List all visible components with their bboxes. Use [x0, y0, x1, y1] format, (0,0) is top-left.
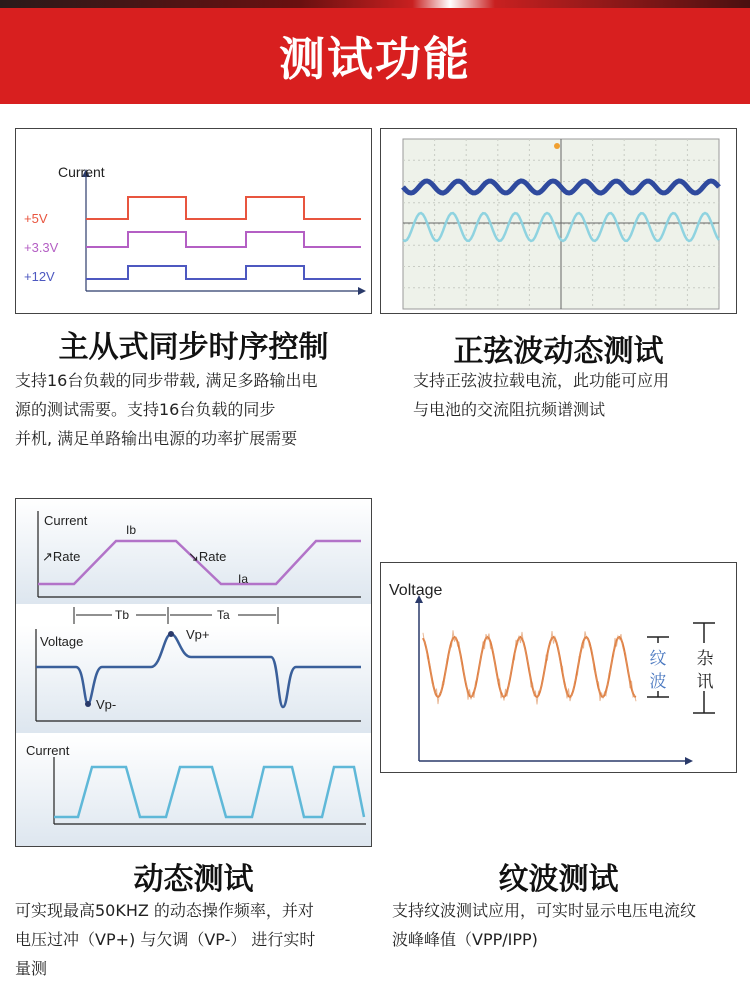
sync-desc-line: 并机, 满足单路输出电源的功率扩展需要	[15, 429, 298, 448]
rail-12v-label: +12V	[24, 269, 55, 284]
ripple-label-1: 纹	[649, 649, 667, 668]
trigger-marker-icon	[554, 143, 560, 149]
ripple-x-arrow	[685, 757, 693, 765]
sine-title: 正弦波动态测试	[453, 334, 664, 369]
header-banner	[0, 8, 750, 104]
dynamic-desc-line: 电压过冲（VP+) 与欠调（VP-） 进行实时	[15, 930, 316, 949]
top-decor-strip	[0, 0, 750, 8]
voltage-label: Voltage	[40, 634, 84, 649]
page-title: 测试功能	[279, 32, 471, 86]
noise-label-1: 杂	[696, 649, 714, 668]
dynamic-title: 动态测试	[133, 862, 254, 897]
vp-plus-label: Vp+	[186, 627, 210, 642]
ripple-label-2: 波	[649, 672, 667, 691]
rail-5v-wave	[86, 197, 361, 219]
ripple-noise-wave	[423, 630, 636, 704]
vp-minus-point	[85, 701, 91, 707]
vp-minus-label: Vp-	[96, 697, 117, 712]
rail-3v3-wave	[86, 232, 361, 247]
sync-desc-line: 源的测试需要。支持16台负载的同步	[15, 400, 276, 419]
ripple-description	[392, 896, 696, 954]
sync-title: 主从式同步时序控制	[58, 330, 329, 365]
dynamic-desc-line: 可实现最高50KHZ 的动态操作频率，并对	[15, 901, 314, 920]
dynamic-desc-line: 量测	[15, 959, 48, 978]
current2-section-bg	[16, 735, 372, 847]
ib-label: Ib	[126, 523, 137, 537]
dynamic-description	[15, 896, 315, 983]
current-bottom-label: Current	[26, 743, 70, 758]
ta-label: Ta	[217, 608, 230, 622]
sync-description	[15, 366, 318, 453]
ripple-test-diagram	[380, 562, 737, 773]
ripple-desc-line: 支持纹波测试应用，可实时显示电压电流纹	[392, 901, 697, 920]
sine-scope-panel	[380, 128, 737, 314]
tb-label: Tb	[115, 608, 130, 622]
ia-label: Ia	[238, 572, 249, 586]
sine-desc-line: 支持正弦波拉载电流，此功能可应用	[413, 371, 670, 390]
rail-3v3-label: +3.3V	[24, 240, 59, 255]
sync-desc-line: 支持16台负载的同步带载, 满足多路输出电	[15, 371, 318, 390]
ripple-title: 纹波测试	[498, 862, 619, 897]
current-axis-label: Current	[58, 164, 105, 180]
rate-up-label: ↗Rate	[42, 549, 81, 564]
sync-timing-diagram	[15, 128, 372, 314]
sine-desc-line: 与电池的交流阻抗频谱测试	[413, 400, 606, 419]
x-axis-arrow	[358, 287, 366, 295]
vp-plus-point	[168, 631, 174, 637]
sine-description	[413, 366, 669, 424]
rail-12v-wave	[86, 266, 361, 279]
current-top-label: Current	[44, 513, 88, 528]
noise-label-2: 讯	[696, 672, 714, 691]
rate-down-label: ↘Rate	[188, 549, 227, 564]
ripple-voltage-label: Voltage	[389, 582, 443, 599]
rail-5v-label: +5V	[24, 211, 48, 226]
ripple-desc-line: 波峰峰值（VPP/IPP)	[392, 930, 538, 949]
dynamic-test-diagram	[15, 498, 372, 847]
